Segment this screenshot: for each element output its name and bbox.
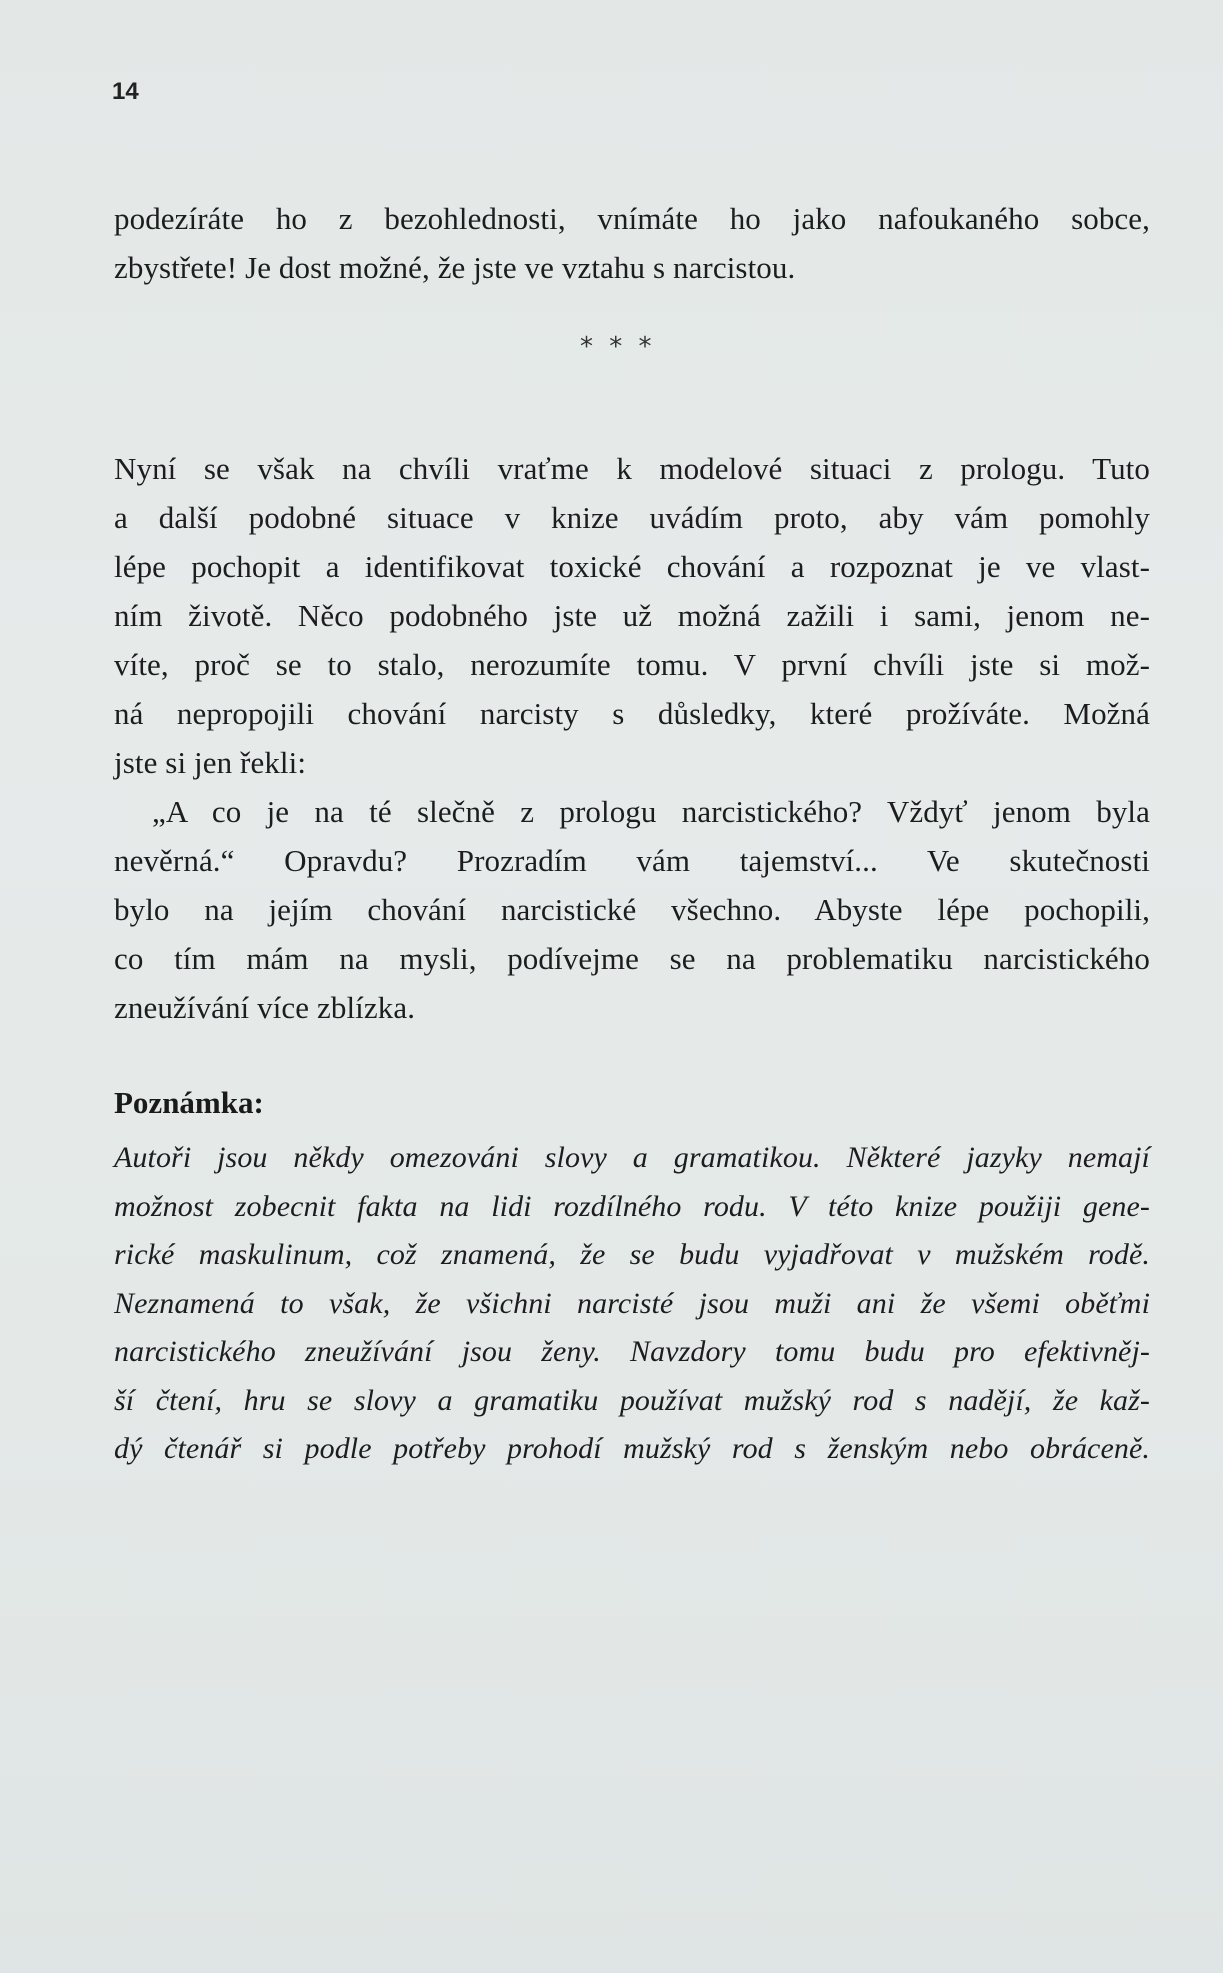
note-title: Poznámka: — [114, 1085, 264, 1120]
text-line: lépe pochopit a identifikovat toxické chování a rozpoznat je ve vlast- — [114, 549, 1150, 584]
text-line: bylo na jejím chování narcistické všechno. Abyste lépe pochopili, — [114, 892, 1150, 927]
text-line: Nyní se však na chvíli vraťme k modelové situaci z prologu. Tuto — [114, 451, 1150, 486]
text-line: podezíráte ho z bezohlednosti, vnímáte ho jako nafoukaného sobce, — [114, 201, 1150, 236]
note-line: Autoři jsou někdy omezováni slovy a gramatikou. Některé jazyky nemají — [114, 1141, 1150, 1174]
note-line: dý čtenář si podle potřeby prohodí mužský rod s ženským nebo obráceně. — [114, 1432, 1150, 1465]
text-line: ním životě. Něco podobného jste už možná zažili i sami, jenom ne- — [114, 598, 1150, 633]
note-line: Neznamená to však, že všichni narcisté jsou muži ani že všemi oběťmi — [114, 1286, 1150, 1320]
note-line: rické maskulinum, což znamená, že se budu vyjadřovat v mužském rodě. — [114, 1238, 1150, 1271]
text-line: a další podobné situace v knize uvádím proto, aby vám pomohly — [114, 500, 1150, 535]
page-number: 14 — [112, 78, 139, 105]
text-line: víte, proč se to stalo, nerozumíte tomu. V první chvíli jste si mož- — [114, 647, 1150, 682]
paragraph-2 — [114, 444, 1150, 1032]
paragraph-1 — [114, 194, 1150, 292]
note-line: možnost zobecnit fakta na lidi rozdílného rodu. V této knize použiji gene- — [114, 1189, 1150, 1223]
text-line: zneužívání více zblízka. — [114, 990, 416, 1025]
section-separator: * * * — [580, 332, 656, 362]
text-line: co tím mám na mysli, podívejme se na problematiku narcistického — [114, 941, 1150, 976]
text-line: jste si jen řekli: — [114, 745, 307, 780]
text-line: ná nepropojili chování narcisty s důsledky, které prožíváte. Možná — [114, 696, 1150, 731]
note-line: narcistického zneužívání jsou ženy. Navzdory tomu budu pro efektivněj- — [114, 1335, 1150, 1368]
note-line: ší čtení, hru se slovy a gramatiku používat mužský rod s nadějí, že kaž- — [114, 1383, 1150, 1417]
note-body — [114, 1134, 1150, 1474]
text-line: „A co je na té slečně z prologu narcistického? Vždyť jenom byla — [152, 794, 1150, 829]
text-line: zbystřete! Je dost možné, že jste ve vztahu s narcistou. — [114, 250, 796, 285]
text-line: nevěrná.“ Opravdu? Prozradím vám tajemství... Ve skutečnosti — [114, 843, 1150, 878]
